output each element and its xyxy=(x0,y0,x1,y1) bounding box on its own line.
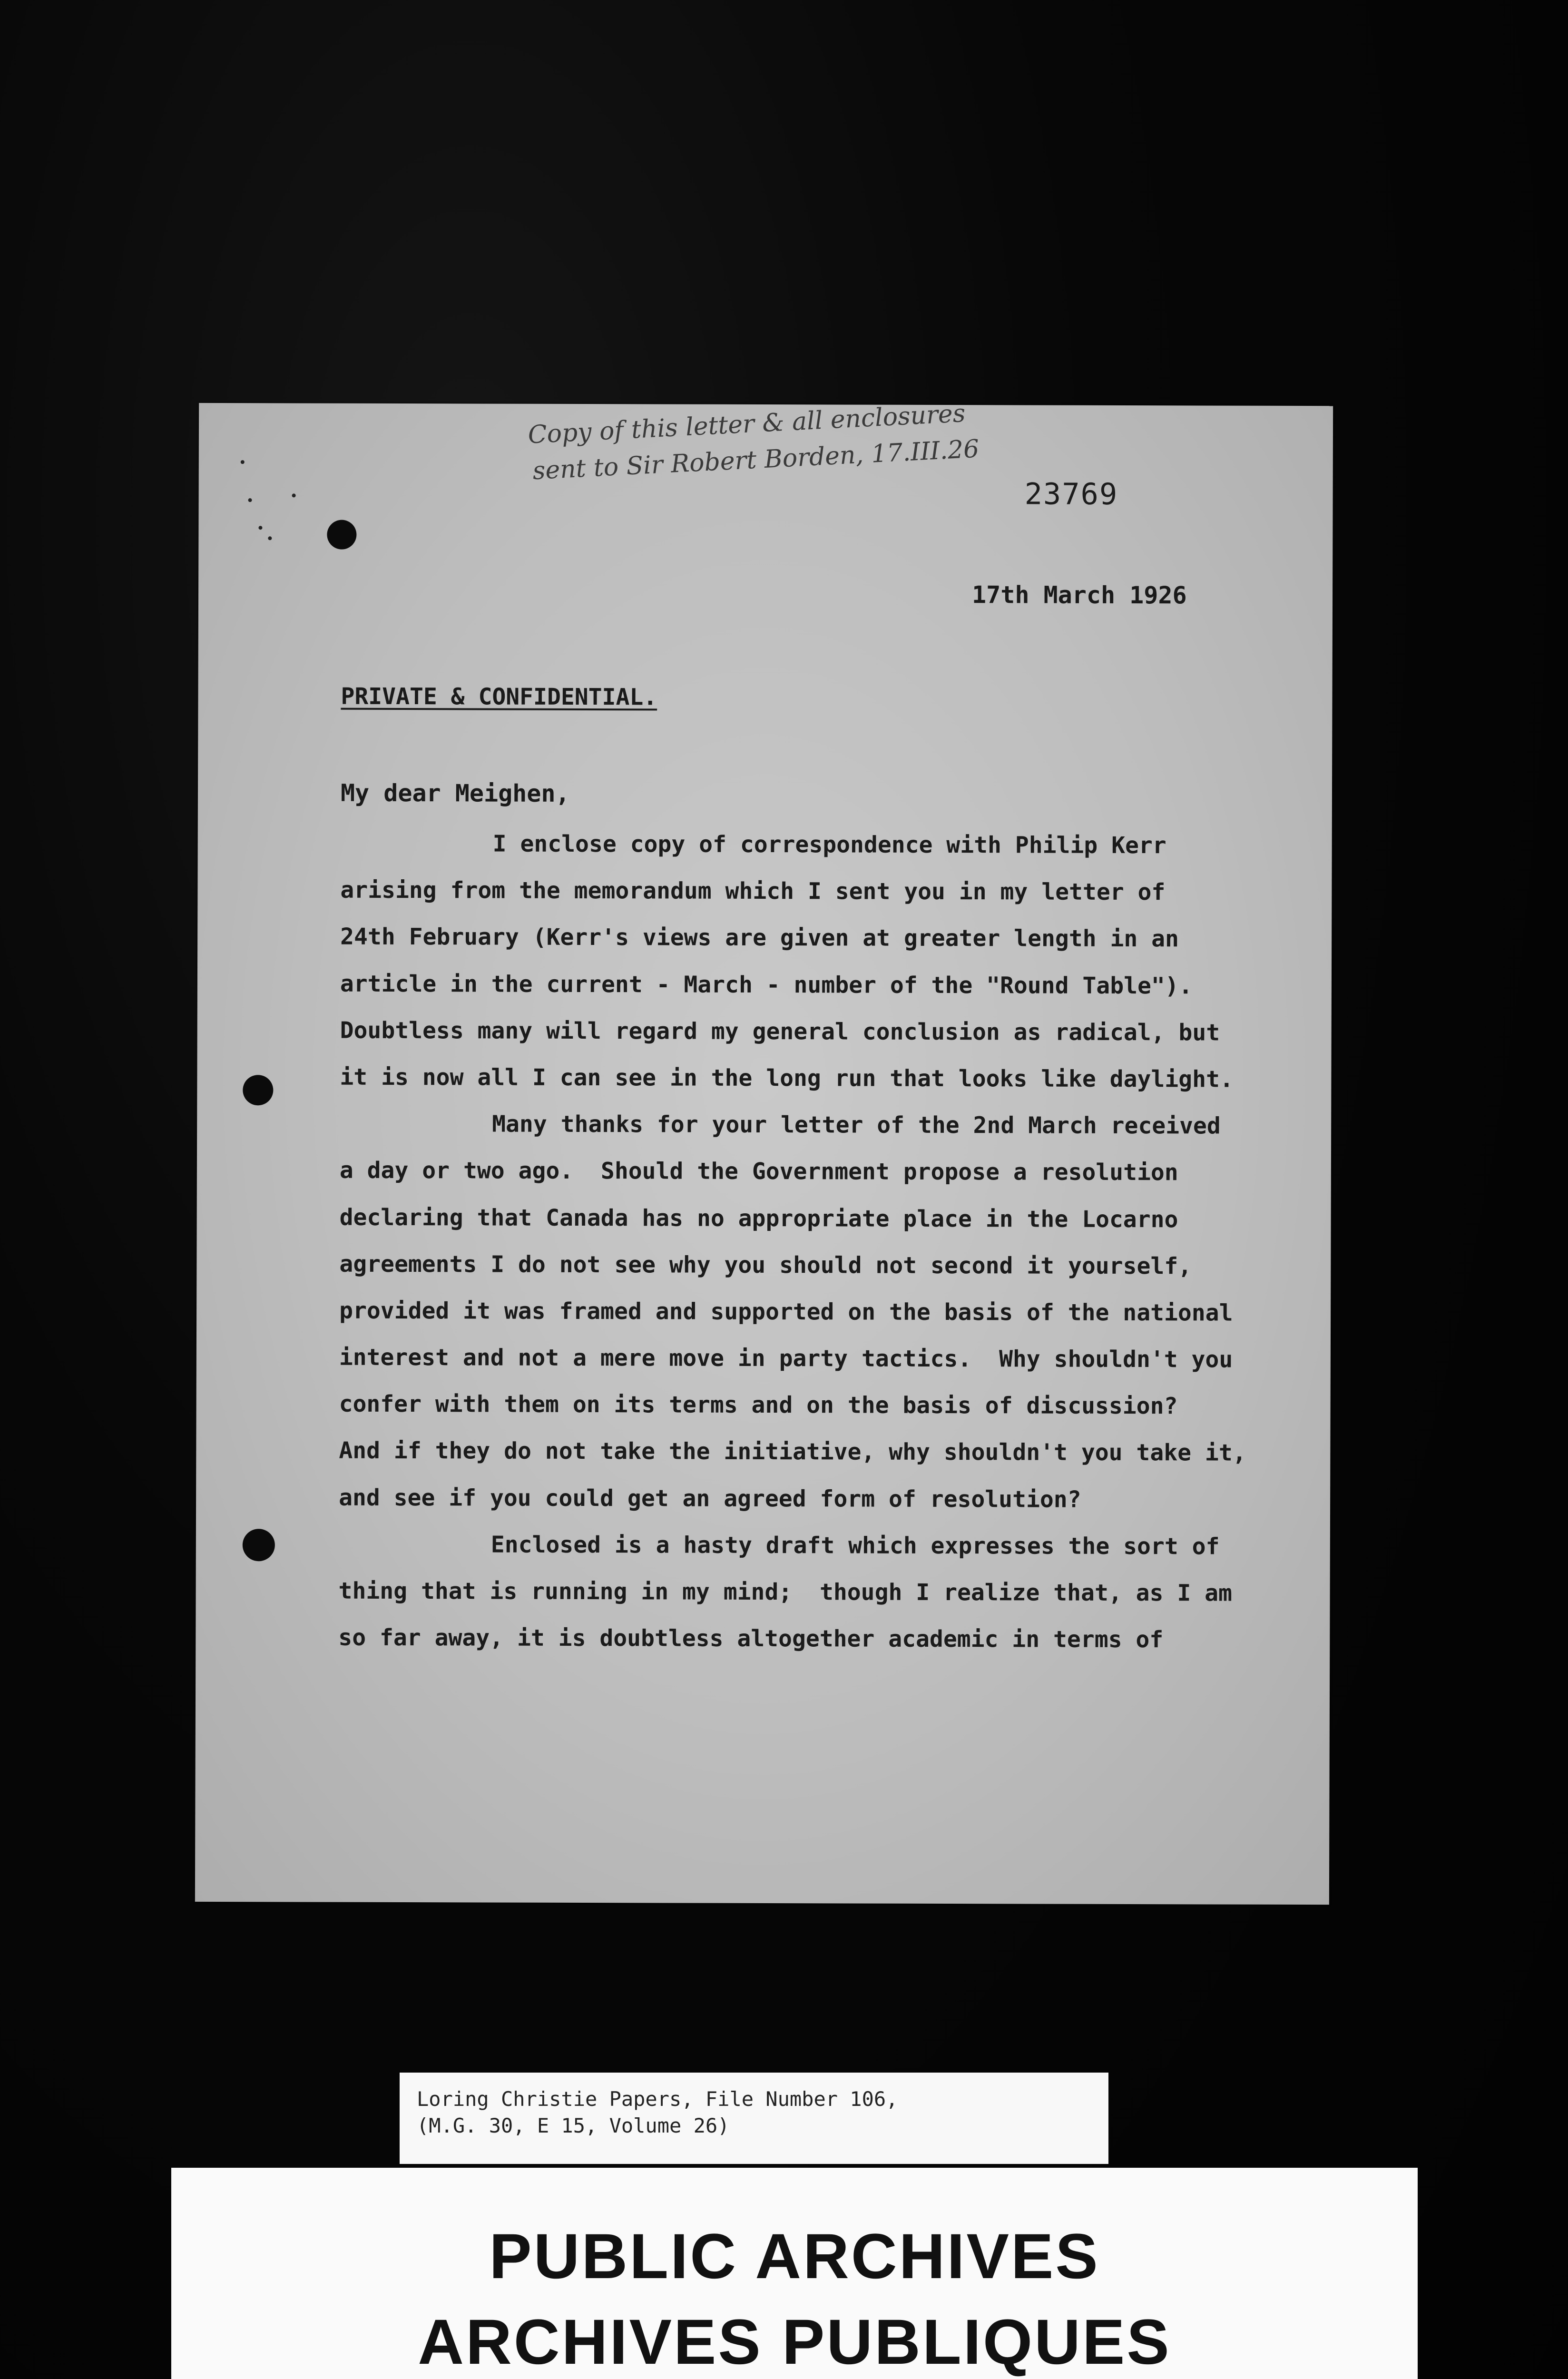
body-line: Many thanks for your letter of the 2nd March received xyxy=(492,1111,1221,1140)
archives-french-title: ARCHIVES PUBLIQUES xyxy=(418,2307,1171,2378)
handwritten-annotation xyxy=(527,391,1053,490)
body-line: article in the current - March - number of the "Round Table"). xyxy=(340,970,1193,999)
punch-hole xyxy=(243,1075,273,1105)
document-number: 23769 xyxy=(1024,476,1118,511)
paper-speck xyxy=(292,493,296,497)
citation-line: Loring Christie Papers, File Number 106, xyxy=(417,2087,898,2111)
body-line: declaring that Canada has no appropriate place in the Locarno xyxy=(339,1204,1178,1233)
paper-speck xyxy=(248,498,252,502)
body-line: so far away, it is doubtless altogether academic in terms of xyxy=(338,1624,1164,1653)
body-line: agreements I do not see why you should not second it yourself, xyxy=(339,1250,1192,1280)
body-line: Doubtless many will regard my general conclusion as radical, but xyxy=(340,1017,1220,1046)
body-line: a day or two ago. Should the Government propose a resolution xyxy=(339,1157,1178,1186)
handwritten-line: Copy of this letter & all enclosures xyxy=(527,399,966,450)
punch-hole xyxy=(327,520,356,550)
body-line: 24th February (Kerr's views are given at greater length in an xyxy=(340,924,1179,953)
body-line: provided it was framed and supported on the basis of the national xyxy=(339,1297,1233,1327)
body-line: it is now all I can see in the long run that looks like daylight. xyxy=(340,1063,1234,1093)
letter-date: 17th March 1926 xyxy=(972,581,1187,609)
letter-body xyxy=(338,820,1316,1664)
body-line: I enclose copy of correspondence with Philip Kerr xyxy=(492,830,1166,859)
letter-page xyxy=(195,399,1333,1905)
body-line: interest and not a mere move in party tactics. Why shouldn't you xyxy=(339,1344,1233,1373)
paper-speck xyxy=(258,526,262,530)
body-line: and see if you could get an agreed form of resolution? xyxy=(339,1484,1081,1513)
paper-speck xyxy=(268,536,272,540)
citation-line: (M.G. 30, E 15, Volume 26) xyxy=(417,2114,730,2137)
archives-card xyxy=(171,2168,1418,2379)
body-line: Enclosed is a hasty draft which expresses the sort of xyxy=(490,1531,1220,1560)
citation-label xyxy=(400,2073,1108,2164)
body-line: thing that is running in my mind; though I realize that, as I am xyxy=(338,1577,1233,1607)
salutation: My dear Meighen, xyxy=(340,779,570,807)
body-line: arising from the memorandum which I sent you in my letter of xyxy=(340,876,1166,906)
body-line: confer with them on its terms and on the basis of discussion? xyxy=(339,1390,1178,1420)
archives-english-title: PUBLIC ARCHIVES xyxy=(489,2221,1100,2292)
paper-speck xyxy=(241,460,245,464)
handwritten-line: sent to Sir Robert Borden, 17.III.26 xyxy=(532,434,980,486)
body-line: And if they do not take the initiative, why shouldn't you take it, xyxy=(339,1437,1246,1467)
punch-hole xyxy=(243,1529,275,1561)
letter-heading: PRIVATE & CONFIDENTIAL. xyxy=(341,683,657,711)
